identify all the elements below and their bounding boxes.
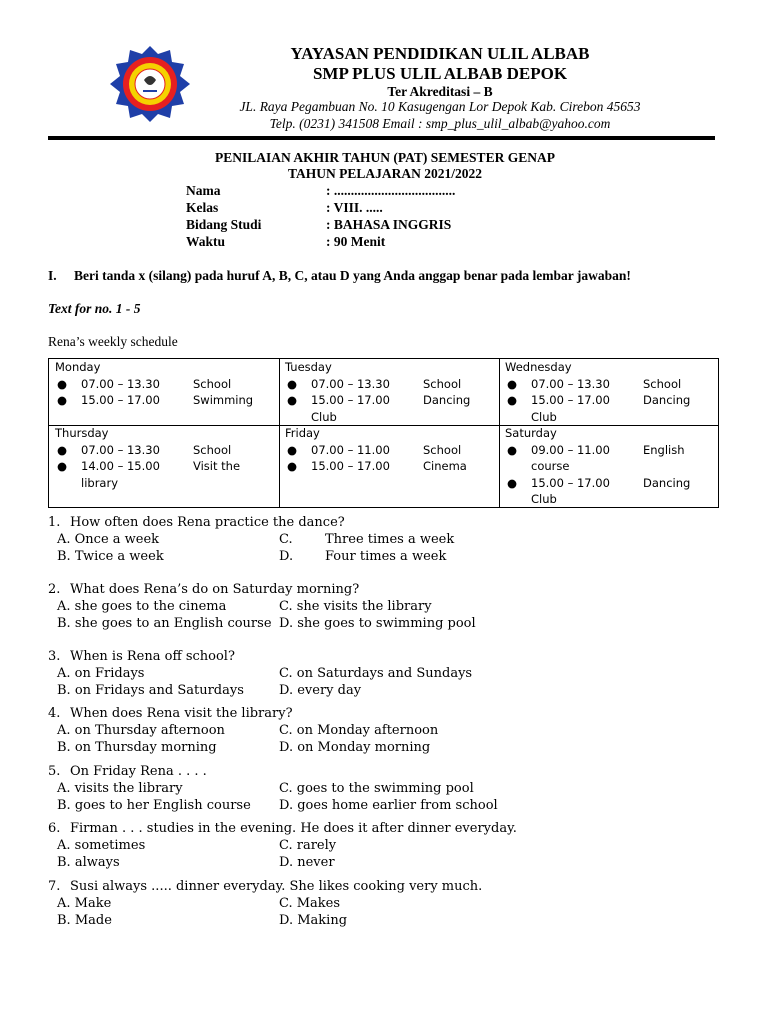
schedule-activity: Visit the xyxy=(193,459,241,473)
option-d[interactable]: D. she goes to swimming pool xyxy=(279,616,476,631)
instruction xyxy=(48,268,728,284)
bullet-icon: ● xyxy=(506,442,518,457)
schedule-activity: School xyxy=(423,442,462,457)
schedule-time: 15.00 – 17.00 xyxy=(531,393,610,407)
schedule-cell-monday xyxy=(49,359,279,425)
option-c[interactable]: C. she visits the library xyxy=(279,599,432,614)
option-c[interactable] xyxy=(279,532,455,547)
bullet-icon: ● xyxy=(56,393,68,407)
schedule-cell-thursday xyxy=(49,425,279,507)
option-d[interactable]: D. on Monday morning xyxy=(279,740,431,755)
option-b[interactable]: B. goes to her English course xyxy=(57,798,251,813)
school-contact: Telp. (0231) 341508 Email : smp_plus_ulil_albab@yahoo.com xyxy=(269,116,611,131)
question-stem xyxy=(48,821,517,836)
question-number: 1. xyxy=(48,515,61,530)
schedule-title: Rena’s weekly schedule xyxy=(48,334,178,349)
question-number: 7. xyxy=(48,879,61,894)
question-text: How often does Rena practice the dance? xyxy=(70,515,345,530)
bullet-icon: ● xyxy=(56,376,68,391)
option-b[interactable]: B. on Thursday morning xyxy=(57,740,217,755)
bullet-icon: ● xyxy=(286,376,298,391)
question-text: When does Rena visit the library? xyxy=(70,706,293,721)
foundation-name: YAYASAN PENDIDIKAN ULIL ALBAB xyxy=(290,44,590,63)
option-a[interactable]: A. Once a week xyxy=(57,532,160,547)
bullet-icon: ● xyxy=(56,459,68,473)
schedule-cell-friday xyxy=(279,425,499,507)
option-c[interactable]: C. on Saturdays and Sundays xyxy=(279,666,473,681)
schedule-cell-tuesday xyxy=(279,359,499,425)
exam-year: TAHUN PELAJARAN 2021/2022 xyxy=(287,166,482,181)
schedule-time: 15.00 – 17.00 xyxy=(81,393,160,407)
option-text: Three times a week xyxy=(325,532,455,547)
question-stem xyxy=(48,706,293,721)
option-d[interactable] xyxy=(279,549,447,564)
schedule-activity: School xyxy=(193,442,232,457)
schedule-activity-cont: library xyxy=(81,475,118,490)
info-label: Nama xyxy=(186,183,221,198)
option-b[interactable]: B. Made xyxy=(57,913,112,928)
option-a[interactable]: A. on Thursday afternoon xyxy=(57,723,225,738)
accreditation: Ter Akreditasi – B xyxy=(387,84,493,99)
option-c[interactable]: C. rarely xyxy=(279,838,337,853)
schedule-activity: Dancing xyxy=(643,475,691,490)
question-stem xyxy=(48,764,207,779)
schedule-activity-cont: course xyxy=(531,459,570,473)
schedule-activity: Dancing xyxy=(643,393,691,407)
info-value: : BAHASA INGGRIS xyxy=(326,217,452,232)
bullet-icon: ● xyxy=(286,442,298,457)
question-stem xyxy=(48,515,345,530)
schedule-table xyxy=(48,358,719,508)
question-stem xyxy=(48,649,235,664)
school-name: SMP PLUS ULIL ALBAB DEPOK xyxy=(312,64,568,83)
schedule-time: 14.00 – 15.00 xyxy=(81,459,160,473)
option-a[interactable]: A. she goes to the cinema xyxy=(57,599,227,614)
option-letter: D. xyxy=(279,549,294,564)
question-5 xyxy=(48,764,738,816)
bullet-icon: ● xyxy=(506,475,518,490)
question-text: Susi always ..... dinner everyday. She likes cooking very much. xyxy=(70,879,483,894)
schedule-time: 07.00 – 13.30 xyxy=(81,376,160,391)
school-logo xyxy=(108,44,192,124)
info-label: Kelas xyxy=(186,200,219,215)
question-stem xyxy=(48,582,359,597)
bullet-icon: ● xyxy=(506,393,518,407)
option-a[interactable]: A. on Fridays xyxy=(57,666,145,681)
exam-title: PENILAIAN AKHIR TAHUN (PAT) SEMESTER GENAP xyxy=(215,150,555,165)
option-b[interactable]: B. Twice a week xyxy=(57,549,164,564)
option-a[interactable]: A. sometimes xyxy=(57,838,146,853)
day-label: Saturday xyxy=(505,426,557,440)
schedule-activity: Swimming xyxy=(193,393,254,407)
question-stem xyxy=(48,879,482,894)
schedule-time: 09.00 – 11.00 xyxy=(531,442,610,457)
info-value: : VIII. ..... xyxy=(326,200,383,215)
question-7 xyxy=(48,879,738,931)
option-b[interactable]: B. always xyxy=(57,855,120,870)
question-number: 5. xyxy=(48,764,61,779)
instruction-number: I. xyxy=(48,268,57,283)
option-c[interactable]: C. Makes xyxy=(279,896,341,911)
schedule-time: 15.00 – 17.00 xyxy=(311,459,390,473)
option-d[interactable]: D. never xyxy=(279,855,335,870)
option-letter: C. xyxy=(279,532,293,547)
schedule-time: 07.00 – 13.30 xyxy=(531,376,610,391)
schedule-activity: Dancing xyxy=(423,393,471,407)
option-c[interactable]: C. on Monday afternoon xyxy=(279,723,439,738)
schedule-time: 15.00 – 17.00 xyxy=(531,475,610,490)
option-b[interactable]: B. she goes to an English course xyxy=(57,616,272,631)
question-number: 6. xyxy=(48,821,61,836)
question-3 xyxy=(48,649,738,701)
option-b[interactable]: B. on Fridays and Saturdays xyxy=(57,683,244,698)
bullet-icon: ● xyxy=(56,442,68,457)
schedule-time: 07.00 – 13.30 xyxy=(311,376,390,391)
option-d[interactable]: D. Making xyxy=(279,913,348,928)
schedule-time: 07.00 – 13.30 xyxy=(81,442,160,457)
bullet-icon: ● xyxy=(286,393,298,407)
info-value: : 90 Menit xyxy=(326,234,386,249)
question-text: Firman . . . studies in the evening. He does it after dinner everyday. xyxy=(70,821,517,836)
question-text: On Friday Rena . . . . xyxy=(70,764,207,779)
option-d[interactable]: D. every day xyxy=(279,683,362,698)
schedule-activity-cont: Club xyxy=(311,409,337,424)
schedule-activity-cont: Club xyxy=(531,492,557,506)
question-number: 3. xyxy=(48,649,61,664)
schedule-activity-cont: Club xyxy=(531,409,557,424)
school-address: JL. Raya Pegambuan No. 10 Kasugengan Lor Depok Kab. Cirebon 45653 xyxy=(239,99,641,114)
question-number: 2. xyxy=(48,582,61,597)
instruction-text: Beri tanda x (silang) pada huruf A, B, C, atau D yang Anda anggap benar pada lembar jawaban! xyxy=(74,268,631,283)
text-reference: Text for no. 1 - 5 xyxy=(48,301,141,316)
question-6 xyxy=(48,821,738,873)
question-text: What does Rena’s do on Saturday morning? xyxy=(70,582,360,597)
day-label: Thursday xyxy=(55,426,109,440)
info-value: : .................................... xyxy=(326,183,456,198)
schedule-time: 07.00 – 11.00 xyxy=(311,442,390,457)
info-label: Bidang Studi xyxy=(186,217,262,232)
question-text: When is Rena off school? xyxy=(70,649,235,664)
schedule-activity: School xyxy=(423,376,462,391)
schedule-activity: English xyxy=(643,442,685,457)
option-c[interactable]: C. goes to the swimming pool xyxy=(279,781,474,796)
question-1 xyxy=(48,515,738,567)
schedule-activity: Cinema xyxy=(423,459,467,473)
schedule-time: 15.00 – 17.00 xyxy=(311,393,390,407)
bullet-icon: ● xyxy=(506,376,518,391)
schedule-cell-wednesday xyxy=(499,359,720,425)
day-label: Wednesday xyxy=(505,360,572,374)
day-label: Tuesday xyxy=(285,360,332,374)
question-2 xyxy=(48,582,738,634)
question-number: 4. xyxy=(48,706,61,721)
day-label: Monday xyxy=(55,360,101,374)
option-a[interactable]: A. Make xyxy=(57,896,112,911)
option-text: Four times a week xyxy=(325,549,447,564)
schedule-activity: School xyxy=(193,376,232,391)
day-label: Friday xyxy=(285,426,320,440)
option-d[interactable]: D. goes home earlier from school xyxy=(279,798,498,813)
info-label: Waktu xyxy=(186,234,226,249)
header-divider xyxy=(48,136,715,140)
schedule-activity: School xyxy=(643,376,682,391)
option-a[interactable]: A. visits the library xyxy=(57,781,183,796)
schedule-cell-saturday xyxy=(499,425,720,507)
bullet-icon: ● xyxy=(286,459,298,473)
question-4 xyxy=(48,706,738,758)
